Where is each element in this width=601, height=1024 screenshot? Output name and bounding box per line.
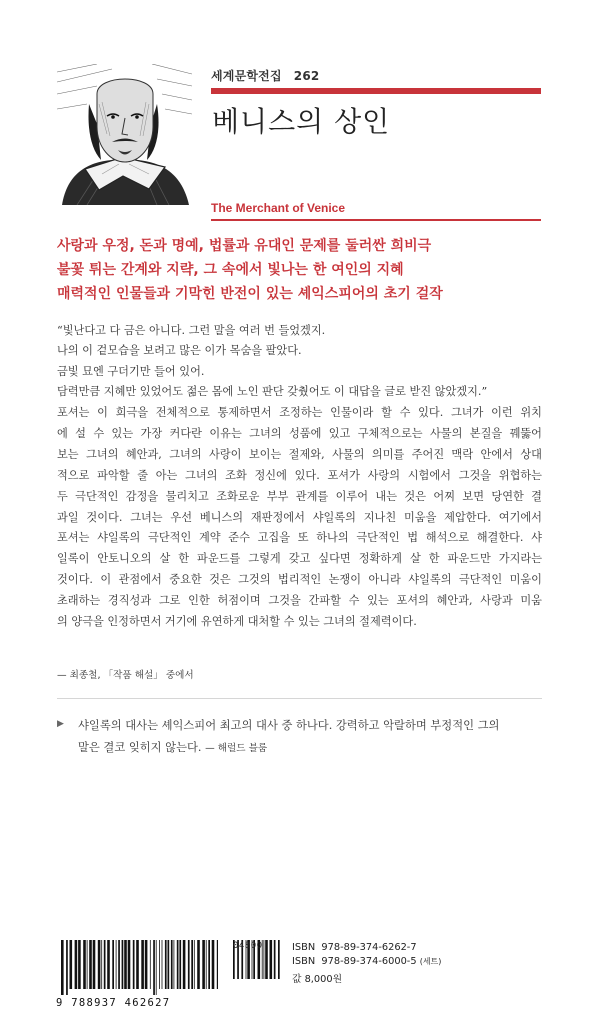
barcode-bar [156,940,157,995]
isbn-set-label: (세트) [419,957,442,966]
essay-line: 과일 것이다. 그녀는 우선 베니스의 재판정에서 샤일록의 지나친 미움을 제압한다. 여기에서 [57,510,542,524]
barcode-bar [168,940,170,989]
tagline-line: 매력적인 인물들과 기막힌 반전이 있는 셰익스피어의 초기 걸작 [57,286,443,302]
essay-line: 것이다. 이 관점에서 중요한 것은 그것의 법리적인 논쟁이 아니라 샤일록의 극단적인 미움이 [57,573,542,587]
barcode-bar [93,940,96,989]
tagline-line: 불꽃 튀는 간계와 지략, 그 속에서 빛나는 한 여인의 지혜 [57,262,404,278]
quote-line: 나의 이 겉모습을 보려고 많은 이가 목숨을 팔았다. [57,344,302,358]
review-text [78,715,548,760]
barcode-bar [265,940,268,979]
barcode-bar [107,940,110,989]
essay-line: 의 양극을 인정하면서 거기에 유연하게 대처할 수 있는 그녀의 절제력이다. [57,615,417,629]
barcode-bar [98,940,101,989]
quote-line: “빛난다고 다 금은 아니다. 그런 말을 여러 번 들었겠지. [57,324,326,337]
barcode-addon-digits: 04800 [233,941,263,951]
barcode-bar [136,940,139,989]
barcode-bar [208,940,210,989]
isbn-set [292,956,441,967]
barcode-bar [122,940,124,989]
barcode-bar [124,940,127,989]
isbn-label: ISBN [292,956,316,967]
accent-bar [211,88,541,94]
essay-line: 에 설 수 있는 가장 커다란 이유는 그녀의 성품에 있고 구체적으로는 사물의 본질을 꿰뚫어 [57,426,542,440]
price: 값 8,000원 [292,974,343,985]
barcode-bar [150,940,151,989]
barcode-bar [104,940,106,989]
barcode-bar [183,940,186,989]
barcode-bar [217,940,218,989]
barcode-bar [112,940,114,989]
essay-line: 포셔는 이 희극을 전체적으로 통제하면서 조정하는 인물이라 할 수 있다. 그녀가 이런 위치 [57,406,542,419]
barcode-bar [118,940,120,989]
quote-line: 금빛 묘엔 구더기만 들어 있어. [57,364,205,378]
review-line: 샤일록의 대사는 셰익스피어 최고의 대사 중 하나다. 강력하고 악랄하며 부정적인 그의 [78,719,500,732]
barcode-bar [153,940,155,995]
barcode-bar [278,940,280,979]
essay-line: 포셔는 샤일록의 극단적인 계약 준수 고집을 또 하나의 극단적인 법 해석으로 해결한다. 샤 [57,531,542,545]
essay-line: 적으로 파악할 줄 아는 그녀의 조화 정신에 있다. 포셔가 사랑의 시험에서 그것을 위협하는 [57,468,542,482]
barcode-bar [171,940,173,989]
section-divider [57,698,542,699]
barcode-bar [145,940,148,989]
isbn-value: 978-89-374-6000-5 [321,956,417,967]
barcode-bar [70,940,73,989]
barcode-bar [179,940,181,989]
barcode-bar [61,940,64,995]
barcode-bar [159,940,160,989]
barcode-bar [141,940,144,989]
barcode-bar [66,940,68,995]
barcode-bar [202,940,205,989]
book-title-english: The Merchant of Venice [211,201,346,215]
review-line [78,737,548,760]
book-title: 베니스의 상인 [212,105,391,138]
essay-line: 일록이 안토니오의 살 한 파운드를 그렇게 갖고 싶다면 정확하게 살 한 파운드만 가지라는 [57,552,542,566]
barcode-digits: 9 788937 462627 [56,997,171,1009]
barcode [60,940,218,995]
tagline-block [57,234,557,306]
essay-line: 초래하는 경직성과 그로 인한 허점이며 그것을 간파할 수 있는 포셔의 혜안과, 사랑과 미움 [57,594,542,608]
barcode-bar [101,940,102,989]
series-label [211,67,319,84]
essay-line: 두 극단적인 감정을 물리치고 조화로운 부부 관계를 이루어 내는 것은 어찌 보면 당연한 결 [57,489,542,503]
barcode-bar [162,940,163,989]
essay-attribution: — 최종철, 「작품 해설」 중에서 [57,670,194,681]
barcode-bar [188,940,190,989]
quote-line: 담력만큼 지혜만 있었어도 젊은 몸에 노인 판단 갖췄어도 이 대답을 글로 받진 않았겠지.” [57,385,488,399]
series-number: 262 [293,69,320,83]
barcode-bar [177,940,179,989]
barcode-bar [133,940,135,989]
barcode-bar [165,940,167,989]
barcode-bar [191,940,193,989]
barcode-bar [212,940,215,989]
barcode-bar [270,940,273,979]
barcode-bar [87,940,88,989]
isbn-label: ISBN [292,942,316,953]
isbn-primary [292,942,417,953]
barcode-bar [197,940,200,989]
barcode-bar [274,940,276,979]
barcode-bar [83,940,86,989]
review-line-end: 말은 결코 잊히지 않는다. [78,741,202,754]
barcode-bar [174,940,175,989]
tagline-line: 사랑과 우정, 돈과 명예, 법률과 유대인 문제를 둘러싼 희비극 [57,238,432,254]
barcode-bar [128,940,131,989]
barcode-bar [206,940,207,989]
quote-block [57,321,545,403]
essay-excerpt [57,403,542,633]
author-portrait [57,64,192,205]
series-name: 세계문학전집 [211,69,282,83]
review-source: — 해럴드 블룸 [205,743,268,754]
barcode-bar [116,940,117,989]
barcode-bar [75,940,78,989]
barcode-bar [264,940,265,979]
barcode-bar [78,940,81,989]
essay-line: 보는 그녀의 혜안과, 그녀의 사랑이 보이는 절제와, 사물의 의미를 주어진 맥락 안에서 상대 [57,447,542,461]
isbn-value: 978-89-374-6262-7 [321,942,417,953]
barcode-bar [89,940,92,989]
title-rule [211,219,541,221]
barcode-bar [194,940,195,989]
triangle-bullet-icon: ▶ [57,719,64,729]
